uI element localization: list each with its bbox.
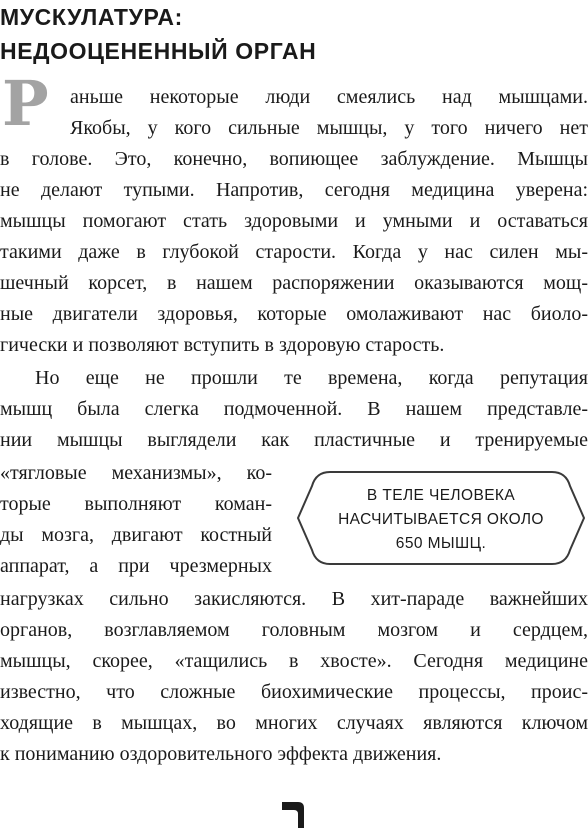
fact-callout: [296, 470, 586, 566]
paragraph-1-line: такими даже в глубокой старости. Когда у нас силен мы-: [0, 241, 588, 263]
paragraph-2-line: аппарат, а при чрезмерных: [0, 555, 272, 577]
page-corner-icon: [280, 800, 306, 830]
paragraph-2-line: торые выполняют коман-: [0, 493, 272, 515]
paragraph-2-line: к пониманию оздоровительного эффекта движения.: [0, 743, 442, 765]
paragraph-1-line: мышцы помогают стать здоровыми и умными и оставаться: [0, 210, 588, 232]
callout-text: [318, 484, 564, 556]
paragraph-2-line: ходящие в мышцах, во многих случаях являются ключом: [0, 712, 588, 734]
paragraph-2-line: мышцы, скорее, «тащились в хвосте». Сегодня медицине: [0, 650, 588, 672]
paragraph-2-line: мышц была слегка подмоченной. В нашем представле-: [0, 398, 588, 420]
paragraph-2-line: ды мозга, двигают костный: [0, 524, 272, 546]
paragraph-2-line: известно, что сложные биохимические процессы, проис-: [0, 681, 588, 703]
paragraph-2-line: нагрузках сильно закисляются. В хит-параде важнейших: [0, 588, 588, 610]
paragraph-1-line: в голове. Это, конечно, вопиющее заблуждение. Мышцы: [0, 148, 588, 170]
paragraph-1-line: ные двигатели здоровья, которые омолаживают нас биоло-: [0, 303, 588, 325]
callout-line-1: В ТЕЛЕ ЧЕЛОВЕКА: [366, 487, 516, 504]
paragraph-1-line: гически и позволяют вступить в здоровую старость.: [0, 334, 445, 356]
paragraph-2-line: «тягловые механизмы», ко-: [0, 462, 272, 484]
paragraph-2-line: Но еще не прошли те времена, когда репутация: [35, 367, 588, 389]
paragraph-1-line: Якобы, у кого сильные мышцы, у того ничего нет: [70, 117, 588, 139]
paragraph-2-line: органов, возглавляемом головным мозгом и сердцем,: [0, 619, 588, 641]
paragraph-1-line: шечный корсет, в нашем распоряжении оказываются мощ-: [0, 272, 588, 294]
heading-line-2: НЕДООЦЕНЕННЫЙ ОРГАН: [0, 38, 317, 64]
paragraph-2-line: нии мышцы выглядели как пластичные и тренируемые: [0, 429, 588, 451]
drop-cap: Р: [2, 67, 49, 140]
callout-line-2: НАСЧИТЫВАЕТСЯ ОКОЛО: [338, 511, 544, 528]
paragraph-1-line: не делают тупыми. Напротив, сегодня медицина уверена:: [0, 179, 588, 201]
page-ornament: [280, 800, 306, 835]
heading-line-1: МУСКУЛАТУРА:: [0, 4, 183, 30]
paragraph-1-line: аньше некоторые люди смеялись над мышцами.: [70, 86, 588, 108]
chapter-heading: [0, 0, 588, 68]
callout-line-3: 650 МЫШЦ.: [395, 535, 487, 552]
